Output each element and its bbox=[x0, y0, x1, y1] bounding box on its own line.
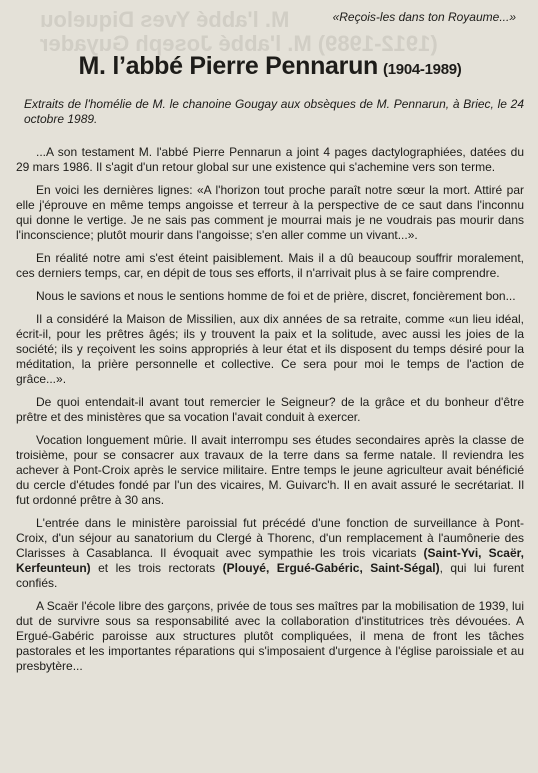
article-title bbox=[16, 52, 524, 81]
paragraph-6: De quoi entendait-il avant tout remercier le Seigneur? de la grâce et du bonheur d'être prêtre et des ministères que sa vocation l'avait conduit à exercer. bbox=[16, 395, 524, 424]
paragraph-4: Nous le savions et nous le sentions homme de foi et de prière, discret, foncièrement bon... bbox=[36, 289, 516, 303]
paragraph-9: A Scaër l'école libre des garçons, privée de tous ses maîtres par la mobilisation de 1939, lui dut de survivre sous sa responsabilité avec la collaboration d'institutrices très dévouées. A Ergué-Gabéric paroisse aux structures plutôt compliquées, il mena de front les tâches pastorales et les importantes réparations qui s'imposaient d'urgence à l'église paroissiale et au presbytère... bbox=[16, 599, 524, 673]
paragraph-5: Il a considéré la Maison de Missilien, aux dix années de sa retraite, comme «un lieu idéal, écrit-il, pour les prêtres âgés; ils y trouvent la paix et la solitude, avec aussi les joies de la société; ils y reçoivent les soins appropriés à leur état et ils disposent du temps désiré pour la méditation, la prière personnelle et collective. Ce sera pour moi le temps de l'action de grâce...». bbox=[16, 312, 524, 386]
title-name: M. l’abbé Pierre Pennarun bbox=[78, 52, 379, 80]
paragraph-3: En réalité notre ami s'est éteint paisiblement. Mais il a dû beaucoup souffrir moralement, ces derniers temps, car, en dépit de tous ses efforts, il n'arrivait plus à se faire comprendre. bbox=[16, 251, 524, 280]
p8-middle: et les trois rectorats bbox=[90, 561, 223, 575]
paragraph-8 bbox=[16, 516, 524, 591]
paragraph-2: En voici les dernières lignes: «A l'horizon tout proche paraît notre sœur la mort. Attiré par elle j'éprouve en même temps angoisse et terreur à la perspective de ce saut dans l'inconnu qui donne le vertige. Je ne sais pas comment je mourrai mais je ne voudrais pas mourir dans l'inconscience; plutôt mourir dans l'angoisse; s'en aller comme un vivant...». bbox=[16, 183, 524, 242]
title-dates: (1904-1989) bbox=[383, 61, 462, 78]
article bbox=[16, 0, 524, 682]
intro-note: Extraits de l'homélie de M. le chanoine Gougay aux obsèques de M. Pennarun, à Briec, le 24 octobre 1989. bbox=[24, 97, 524, 126]
paragraph-1: ...A son testament M. l'abbé Pierre Pennarun a joint 4 pages dactylographiées, datées du 29 mars 1986. Il s'agit d'un retour global sur une existence qui s'achemine vers son terme. bbox=[16, 145, 524, 174]
show-through-text: M. l'abbé Yves Diquelou (1912-1989) M. l'abbé Joseph Guyader bbox=[40, 7, 438, 56]
vicariats-list: (Saint-Yvi, Scaër, Kerfeunteun) bbox=[16, 546, 524, 575]
p8-before: L'entrée dans le ministère paroissial fut précédé d'une fonction de surveillance à Pont-Croix, d'un séjour au sanatorium du Clergé à Thorenc, d'un remplacement à l'aumônerie des Clarisses à Casablanca. Il évoquait avec sympathie les trois vicariats bbox=[16, 516, 524, 560]
p8-after: , qui lui furent confiés. bbox=[16, 561, 525, 590]
article-body bbox=[16, 145, 524, 674]
rectorats-list: (Plouyé, Ergué-Gabéric, Saint-Ségal) bbox=[222, 561, 440, 575]
paragraph-7: Vocation longuement mûrie. Il avait interrompu ses études secondaires après la classe de troisième, pour se consacrer aux travaux de la terre dans sa ferme natale. Il reviendra les achever à Pont-Croix après le service militaire. Entre temps le jeune agriculteur avait bénéficié du cercle d'études fondé par l'un des vicaires, M. Guivarc'h. Il en avait assuré le secrétariat. Il fut ordonné prêtre à 30 ans. bbox=[16, 433, 524, 507]
epigraph: «Reçois-les dans ton Royaume...» bbox=[332, 10, 516, 24]
